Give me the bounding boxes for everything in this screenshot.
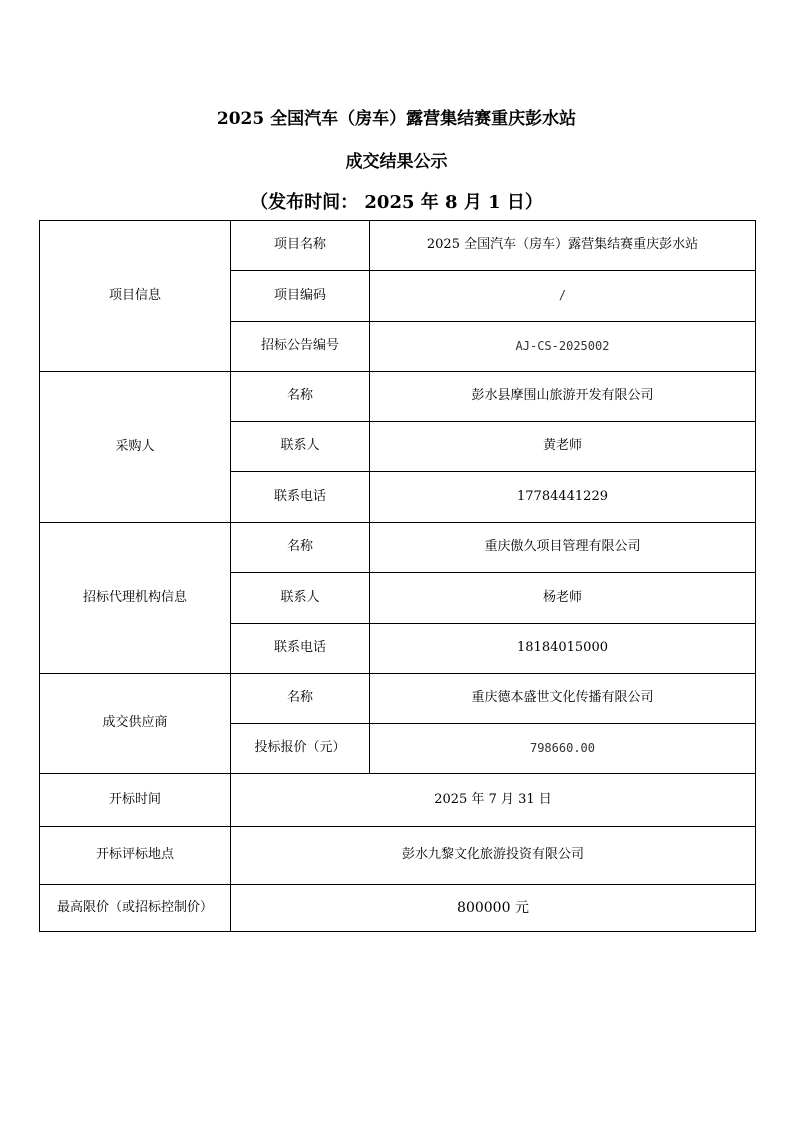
table-row xyxy=(40,523,756,573)
row-value: 2025 年 7 月 31 日 xyxy=(231,774,756,827)
section-agency: 招标代理机构信息 xyxy=(40,523,231,674)
field-value: 17784441229 xyxy=(370,472,756,523)
field-label: 联系电话 xyxy=(231,472,370,523)
field-value: 798660.00 xyxy=(370,724,756,774)
row-value: 800000 元 xyxy=(231,885,756,932)
row-label: 开标时间 xyxy=(40,774,231,827)
table-row xyxy=(40,221,756,271)
field-value: 杨老师 xyxy=(370,573,756,624)
row-label: 开标评标地点 xyxy=(40,827,231,885)
field-value: / xyxy=(370,271,756,322)
row-value: 彭水九黎文化旅游投资有限公司 xyxy=(231,827,756,885)
field-label: 联系电话 xyxy=(231,624,370,674)
section-purchaser: 采购人 xyxy=(40,372,231,523)
field-label: 联系人 xyxy=(231,573,370,624)
field-value: 重庆德本盛世文化传播有限公司 xyxy=(370,674,756,724)
field-label: 投标报价（元） xyxy=(231,724,370,774)
document-subtitle: 成交结果公示 xyxy=(345,152,448,172)
result-table xyxy=(39,220,756,932)
table-row xyxy=(40,885,756,932)
field-label: 名称 xyxy=(231,523,370,573)
table-row xyxy=(40,372,756,422)
field-label: 联系人 xyxy=(231,422,370,472)
field-label: 名称 xyxy=(231,674,370,724)
field-value: 彭水县摩围山旅游开发有限公司 xyxy=(370,372,756,422)
document-title: 2025 全国汽车（房车）露营集结赛重庆彭水站 xyxy=(216,109,577,129)
section-supplier: 成交供应商 xyxy=(40,674,231,774)
publish-date: （发布时间： 2025 年 8 月 1 日） xyxy=(250,192,543,213)
field-label: 名称 xyxy=(231,372,370,422)
table-row xyxy=(40,774,756,827)
field-value: 黄老师 xyxy=(370,422,756,472)
field-label: 项目名称 xyxy=(231,221,370,271)
field-value: 重庆傲久项目管理有限公司 xyxy=(370,523,756,573)
row-label: 最高限价（或招标控制价） xyxy=(40,885,231,932)
field-label: 项目编码 xyxy=(231,271,370,322)
table-row xyxy=(40,827,756,885)
field-label: 招标公告编号 xyxy=(231,322,370,372)
field-value: 18184015000 xyxy=(370,624,756,674)
field-value: 2025 全国汽车（房车）露营集结赛重庆彭水站 xyxy=(370,221,756,271)
section-project-info: 项目信息 xyxy=(40,221,231,372)
table-row xyxy=(40,674,756,724)
field-value: AJ-CS-2025002 xyxy=(370,322,756,372)
